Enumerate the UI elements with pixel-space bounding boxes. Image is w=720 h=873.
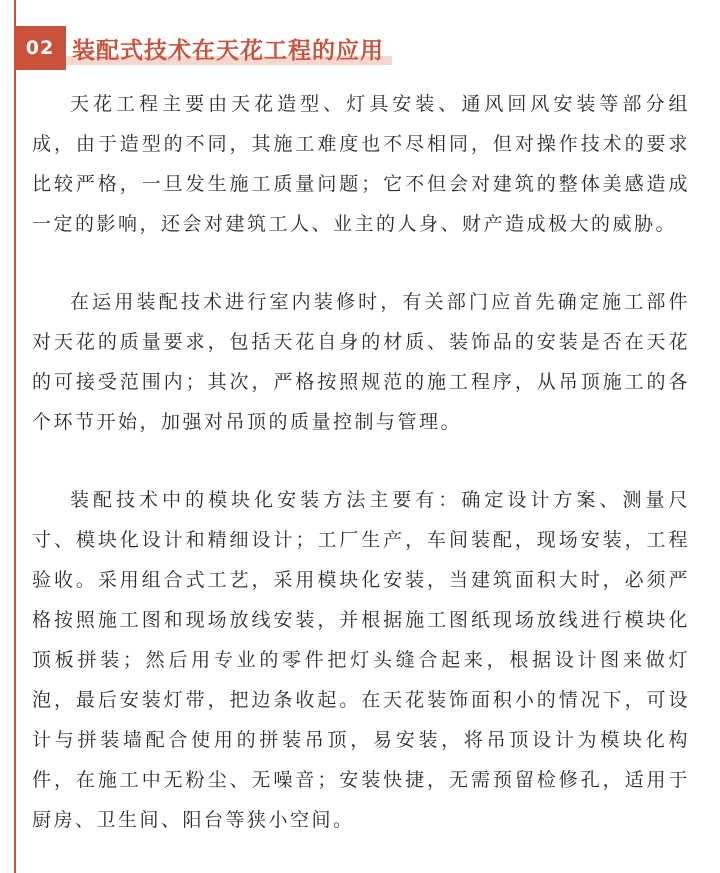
left-accent-rule (14, 0, 16, 873)
section-title-wrap (66, 26, 384, 70)
paragraph-2: 在运用装配技术进行室内装修时，有关部门应首先确定施工部件对天花的质量要求，包括天花自身的材质、装饰品的安装是否在天花的可接受范围内；其次，严格按照规范的施工程序，从吊顶施工的各个环节开始，加强对吊顶的质量控制与管理。 (32, 291, 690, 433)
section-number: 02 (14, 26, 66, 70)
article-body (32, 84, 690, 840)
section-header (14, 26, 384, 70)
paragraph-1: 天花工程主要由天花造型、灯具安装、通风回风安装等部分组成，由于造型的不同，其施工难度也不尽相同，但对操作技术的要求比较严格，一旦发生施工质量问题；它不但会对建筑的整体美感造成一定的影响，还会对建筑工人、业主的人身、财产造成极大的威胁。 (32, 93, 690, 235)
section-title: 装配式技术在天花工程的应用 (72, 37, 384, 64)
paragraph-3: 装配技术中的模块化安装方法主要有：确定设计方案、测量尺寸、模块化设计和精细设计；工厂生产，车间装配，现场安装，工程验收。采用组合式工艺，采用模块化安装，当建筑面积大时，必须严格按照施工图和现场放线安装，并根据施工图纸现场放线进行模块化顶板拼装；然后用专业的零件把灯头缝合起来，根据设计图来做灯泡，最后安装灯带，把边条收起。在天花装饰面积小的情况下，可设计与拼装墙配合使用的拼装吊顶，易安装，将吊顶设计为模块化构件，在施工中无粉尘、无噪音；安装快捷，无需预留检修孔，适用于厨房、卫生间、阳台等狭小空间。 (32, 489, 690, 831)
